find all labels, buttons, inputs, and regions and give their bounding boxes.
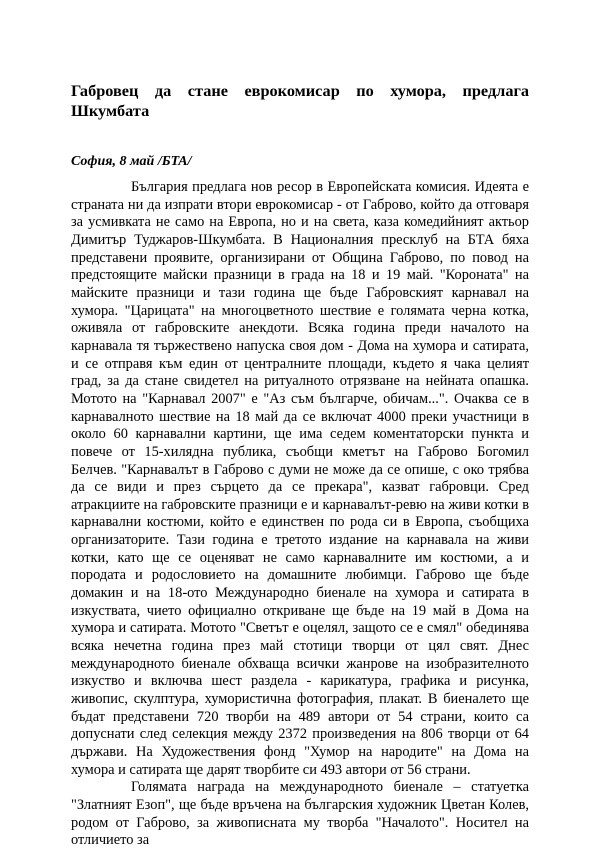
article-dateline: София, 8 май /БТА/ (71, 154, 192, 169)
article-paragraph: Голямата награда на международното биенале – статуетка "Златният Езоп", ще бъде връчена на българския художник Цветан Колев, родом от Габрово, за живописната му творба "Началото". Носител на отличието за (71, 779, 529, 849)
article-title: Габровец да стане еврокомисар по хумора, предлага Шкумбата (71, 81, 529, 120)
article-body (71, 179, 529, 850)
article-paragraph: България предлага нов ресор в Европейската комисия. Идеята е страната ни да изпрати втори еврокомисар - от Габрово, който да отговаря за усмивката не само на Европа, но и на света, каза комедийният актьор Димитър Туджаров-Шкумбата. В Националния пресклуб на БТА бяха представени проявите, организирани от Община Габрово, по повод на предстоящите майски празници в града на 18 и 19 май. "Короната" на майските празници и тази година ще бъде Габровският карнавал на хумора. "Царицата" на многоцветното шествие е голямата черна котка, оживяла от габровските анекдоти. Всяка година преди началото на карнавала тя тържествено напуска своя дом - Дома на хумора и сатирата, и се отправя към един от централните площади, където я чака целият град, за да стане свидетел на ритуалното отрязване на нейната опашка. Мотото на "Карнавал 2007" е "Аз съм българче, обичам...". Очаква се в карнавалното шествие на 18 май да се включат 4000 преки участници в около 60 карнавални картини, ще има седем коментаторски пункта и повече от 15-хилядна публика, съобщи кметът на Габрово Богомил Белчев. "Карнавалът в Габрово с думи не може да се опише, с око трябва да се види и през сърцето да се прекара", казват габровци. Сред атракциите на габровските празници е и карнавалът-ревю на живи котки в карнавални костюми, който е единствен по рода си в Европа, съобщиха организаторите. Тази година е третото издание на карнавала на живи котки, като ще се оценяват не само карнавалните им костюми, а и породата и родословието на домашните любимци. Габрово ще бъде домакин и на 18-ото Международно биенале на хумора и сатирата в изкуствата, чието официално откриване ще бъде на 19 май в Дома на хумора и сатирата. Мотото "Светът е оцелял, защото се е смял" обединява всяка нечетна година през май стотици творци от цял свят. Днес международното биенале обхваща всички жанрове на изобразителното изкуство и включва шест раздела - карикатура, графика и рисунка, живопис, скулптура, хумористична фотография, плакат. В биеналето ще бъдат представени 720 творби на 489 автори от 54 страни, които са допуснати след селекция между 2372 произведения на 806 творци от 64 държави. На Художествения фонд "Хумор на народите" на Дома на хумора и сатирата ще дарят творбите си 493 автори от 56 страни. (71, 179, 529, 778)
